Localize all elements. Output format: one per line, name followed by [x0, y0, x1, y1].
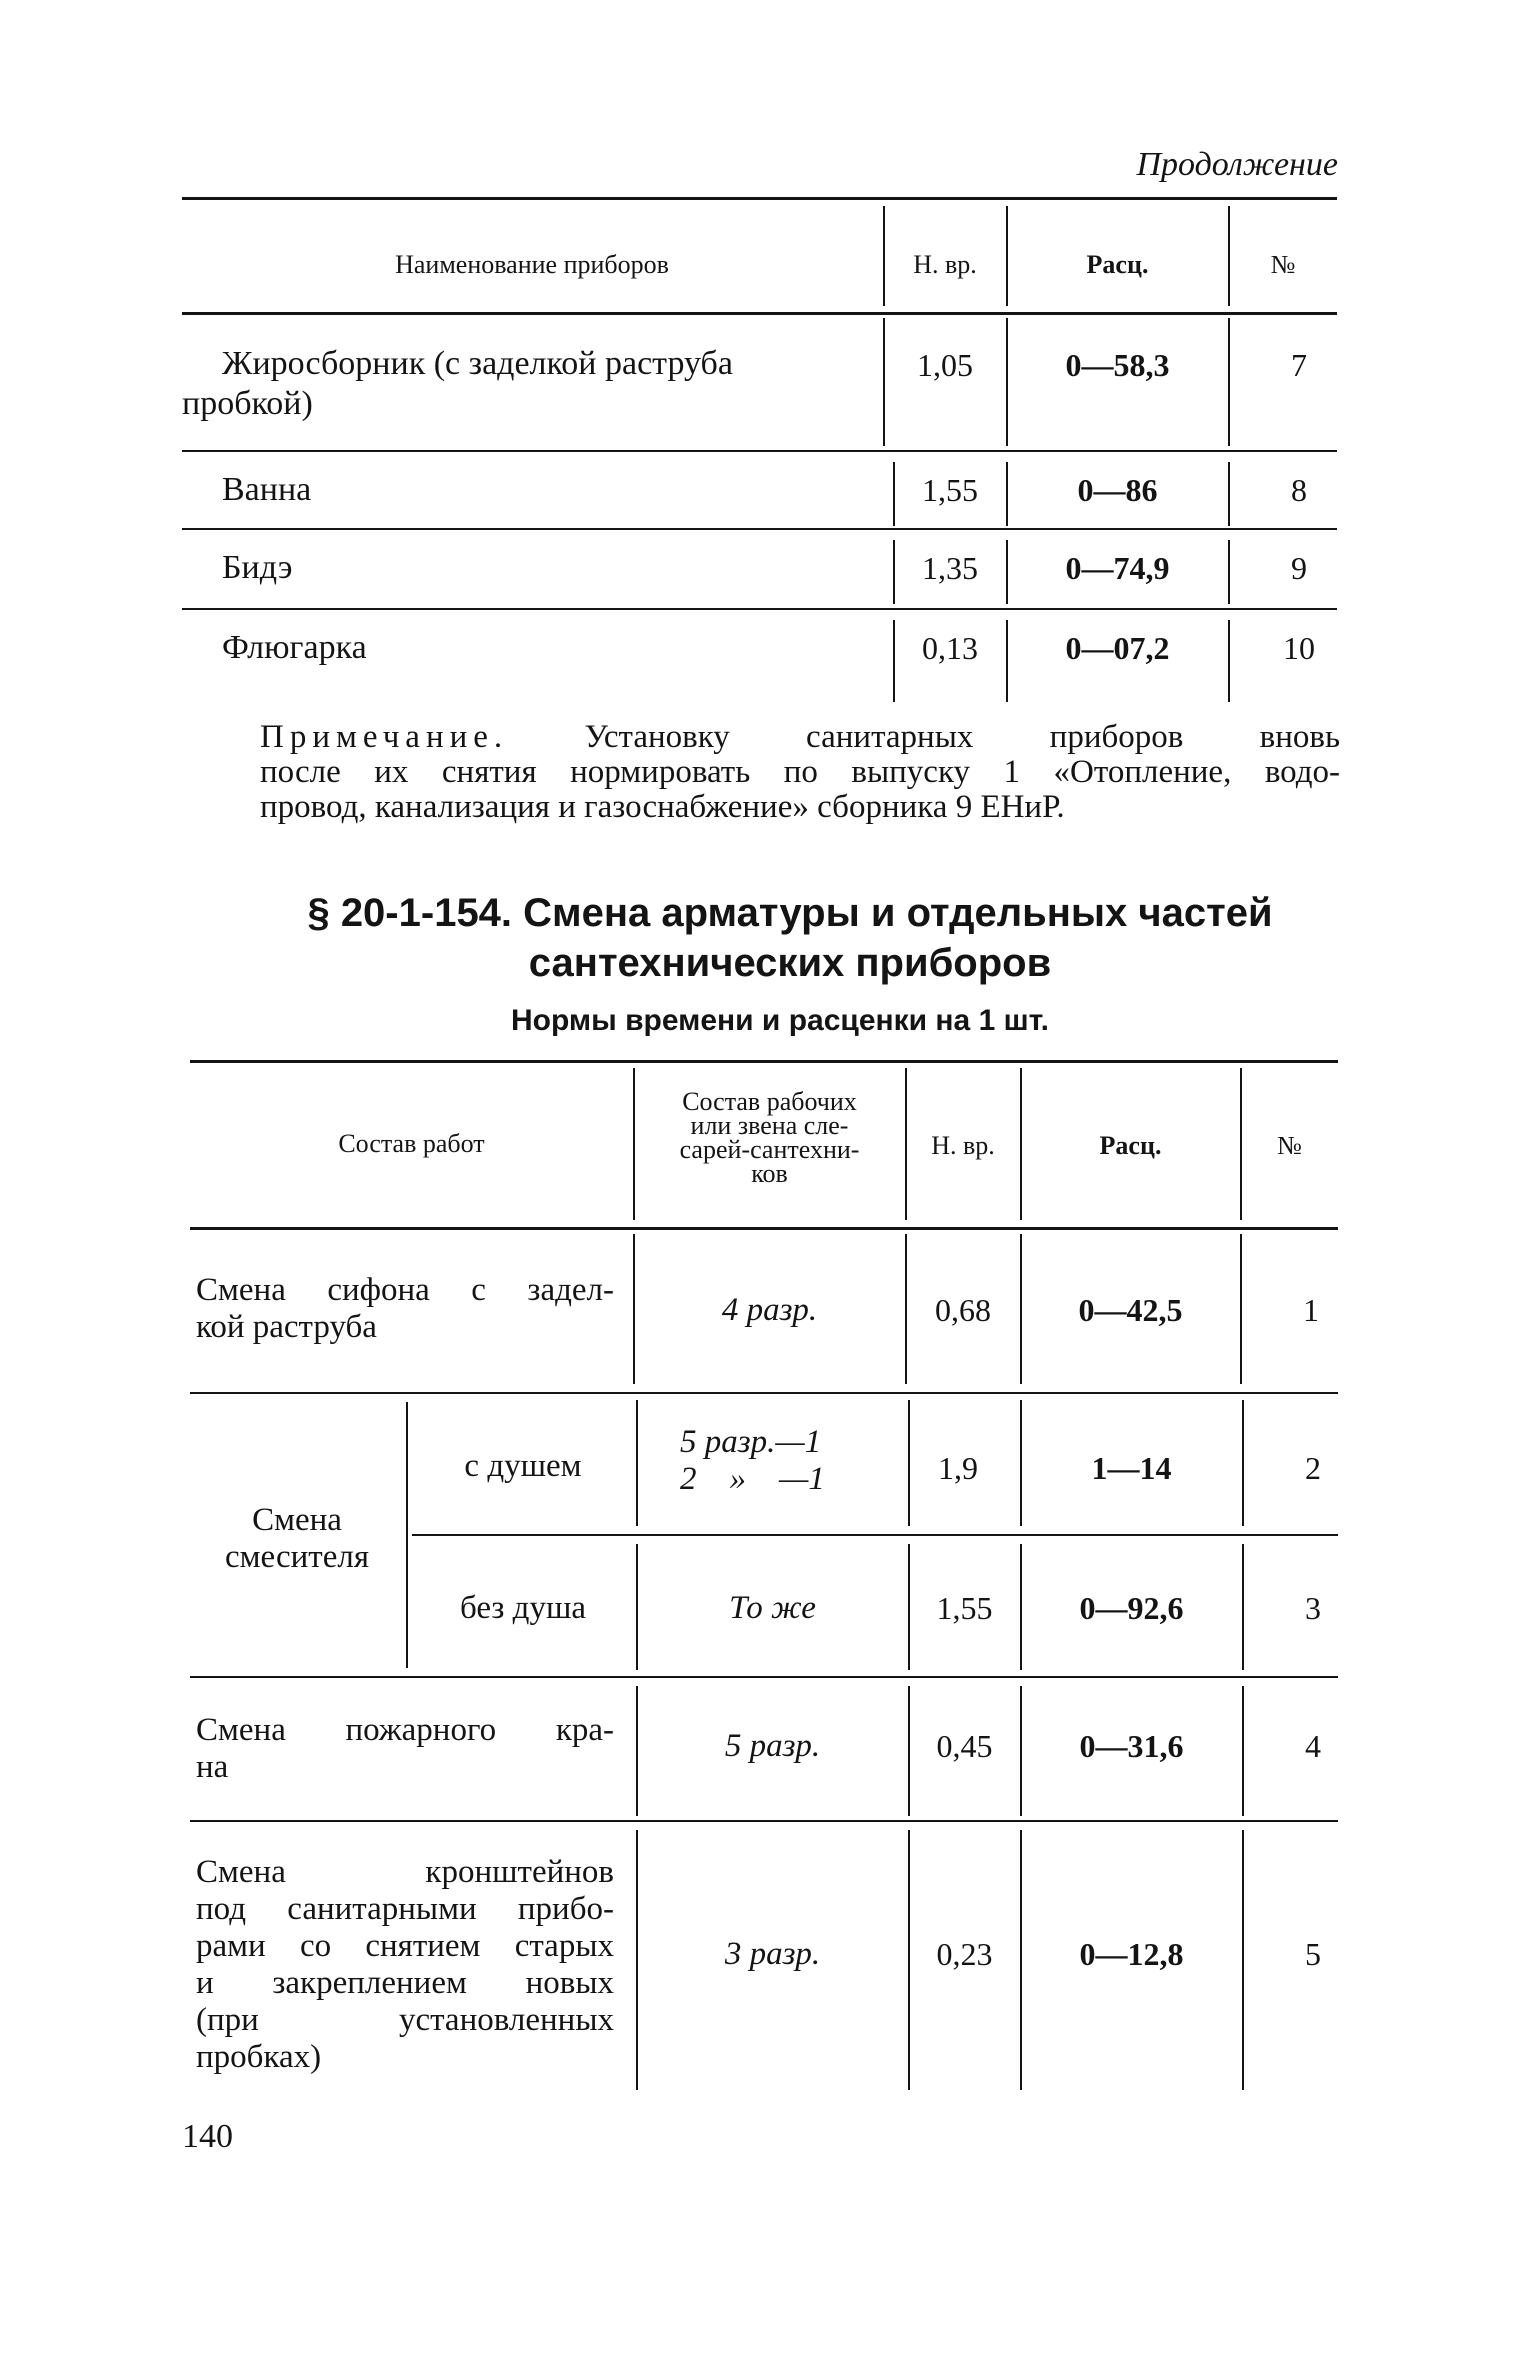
header-device-name: Наименование приборов — [395, 250, 669, 279]
row-divider — [412, 1534, 1338, 1536]
header-number: № — [1277, 1131, 1302, 1160]
header-crew — [634, 1087, 905, 1188]
device-name — [182, 470, 877, 510]
header-crew-line: ков — [751, 1159, 788, 1188]
group-label — [190, 1502, 404, 1576]
time-norm: 1,05 — [917, 347, 973, 383]
crew-grade: То же — [729, 1590, 816, 1626]
note-label: Примечание. — [260, 719, 509, 755]
work-description — [196, 1272, 614, 1346]
crew-grade: 4 разр. — [721, 1292, 818, 1328]
table-note — [260, 720, 1340, 825]
crew-grade: 5 разр. — [724, 1728, 821, 1764]
rate-value: 0—86 — [1077, 472, 1158, 508]
work-line: Смена сифона с задел- — [196, 1272, 614, 1308]
row-number: 7 — [1291, 347, 1307, 383]
work-line: Смена кронштейнов — [196, 1854, 614, 1890]
table-top-rule — [190, 1060, 1338, 1063]
rate-value: 0—92,6 — [1079, 1590, 1184, 1626]
row-divider — [190, 1392, 1338, 1394]
rate-value: 0—31,6 — [1079, 1728, 1184, 1764]
table-header-rule — [190, 1227, 1338, 1230]
crew-grade: 3 разр. — [724, 1936, 821, 1972]
rate-value: 0—74,9 — [1065, 550, 1170, 586]
time-norm: 1,55 — [936, 1590, 993, 1626]
device-name-line: пробкой) — [182, 385, 313, 422]
time-norm: 0,23 — [936, 1936, 993, 1972]
work-line: на — [196, 1749, 229, 1785]
note-line: провод, канализация и газоснабжение» сборника 9 ЕНиР. — [260, 789, 1065, 825]
header-rate: Расц. — [1086, 250, 1149, 279]
header-time-norm: Н. вр. — [913, 250, 977, 279]
work-description — [196, 1854, 614, 2076]
device-name — [182, 548, 877, 588]
header-crew-line: Состав рабочих — [682, 1087, 857, 1116]
section-title — [240, 888, 1340, 988]
row-number: 3 — [1305, 1590, 1321, 1626]
header-number: № — [1270, 250, 1296, 279]
table-header-rule — [182, 312, 1337, 315]
work-line: пробках) — [196, 2039, 322, 2075]
header-crew-line: сарей-сантехни- — [679, 1135, 860, 1164]
time-norm: 1,55 — [922, 472, 978, 508]
header-rate: Расц. — [1099, 1131, 1162, 1160]
rate-value: 0—58,3 — [1065, 347, 1170, 383]
crew-grade-line: 5 разр.—1 — [680, 1424, 822, 1460]
rate-value: 0—07,2 — [1065, 630, 1170, 666]
crew-grade-line: 2 » —1 — [680, 1461, 825, 1497]
row-divider — [190, 1676, 1338, 1678]
device-name-line: Бидэ — [222, 549, 293, 586]
device-name-line: Ванна — [222, 471, 312, 508]
note-text: Установку санитарных приборов вновь — [584, 719, 1340, 755]
group-label-line: Смена — [252, 1502, 342, 1538]
continuation-label: Продолжение — [1136, 146, 1338, 183]
rate-value: 0—42,5 — [1078, 1292, 1183, 1328]
note-line: после их снятия нормировать по выпуску 1 «Отопление, водо- — [260, 754, 1340, 790]
header-work: Состав работ — [338, 1129, 485, 1158]
row-number: 9 — [1291, 550, 1307, 586]
col-divider — [883, 318, 885, 446]
row-divider — [190, 1820, 1338, 1822]
crew-grade — [680, 1424, 880, 1498]
work-line: (при установленных — [196, 2002, 614, 2038]
row-number: 10 — [1283, 630, 1315, 666]
work-line: под санитарными прибо- — [196, 1891, 614, 1927]
table-top-rule — [182, 197, 1337, 200]
header-crew-line: или звена сле- — [690, 1111, 849, 1140]
rate-value: 0—12,8 — [1079, 1936, 1184, 1972]
work-line: и закреплением новых — [196, 1965, 614, 2001]
row-number: 5 — [1305, 1936, 1321, 1972]
work-line: Смена пожарного кра- — [196, 1712, 614, 1748]
header-time-norm: Н. вр. — [931, 1131, 995, 1160]
group-label-line: смесителя — [224, 1539, 370, 1575]
work-line: кой раструба — [196, 1309, 377, 1345]
page-number: 140 — [182, 2118, 233, 2155]
device-name — [182, 628, 877, 668]
sub-item: без душа — [459, 1590, 587, 1626]
time-norm: 0,13 — [922, 630, 978, 666]
work-description — [196, 1712, 614, 1786]
row-divider — [182, 450, 1337, 452]
row-divider — [182, 608, 1337, 610]
device-name-line: Флюгарка — [222, 629, 367, 666]
section-subtitle: Нормы времени и расценки на 1 шт. — [511, 1004, 1049, 1037]
note-line — [260, 720, 1340, 755]
rate-value: 1—14 — [1091, 1450, 1172, 1486]
time-norm: 0,68 — [935, 1292, 991, 1328]
row-number: 8 — [1291, 472, 1307, 508]
row-number: 1 — [1303, 1292, 1319, 1328]
row-number: 2 — [1305, 1450, 1321, 1486]
device-name — [182, 344, 877, 424]
device-name-line: Жиросборник (с заделкой раструба — [222, 345, 733, 382]
col-divider — [636, 1400, 638, 1526]
group-divider — [406, 1402, 408, 1668]
time-norm: 1,35 — [922, 550, 978, 586]
section-title-line: сантехнических приборов — [528, 941, 1052, 985]
time-norm: 0,45 — [936, 1728, 993, 1764]
sub-item: с душем — [464, 1448, 582, 1484]
row-number: 4 — [1305, 1728, 1321, 1764]
time-norm: 1,9 — [938, 1450, 978, 1486]
work-line: рами со снятием старых — [196, 1928, 614, 1964]
row-divider — [182, 528, 1337, 530]
section-title-line: § 20-1-154. Смена арматуры и отдельных частей — [307, 891, 1273, 935]
